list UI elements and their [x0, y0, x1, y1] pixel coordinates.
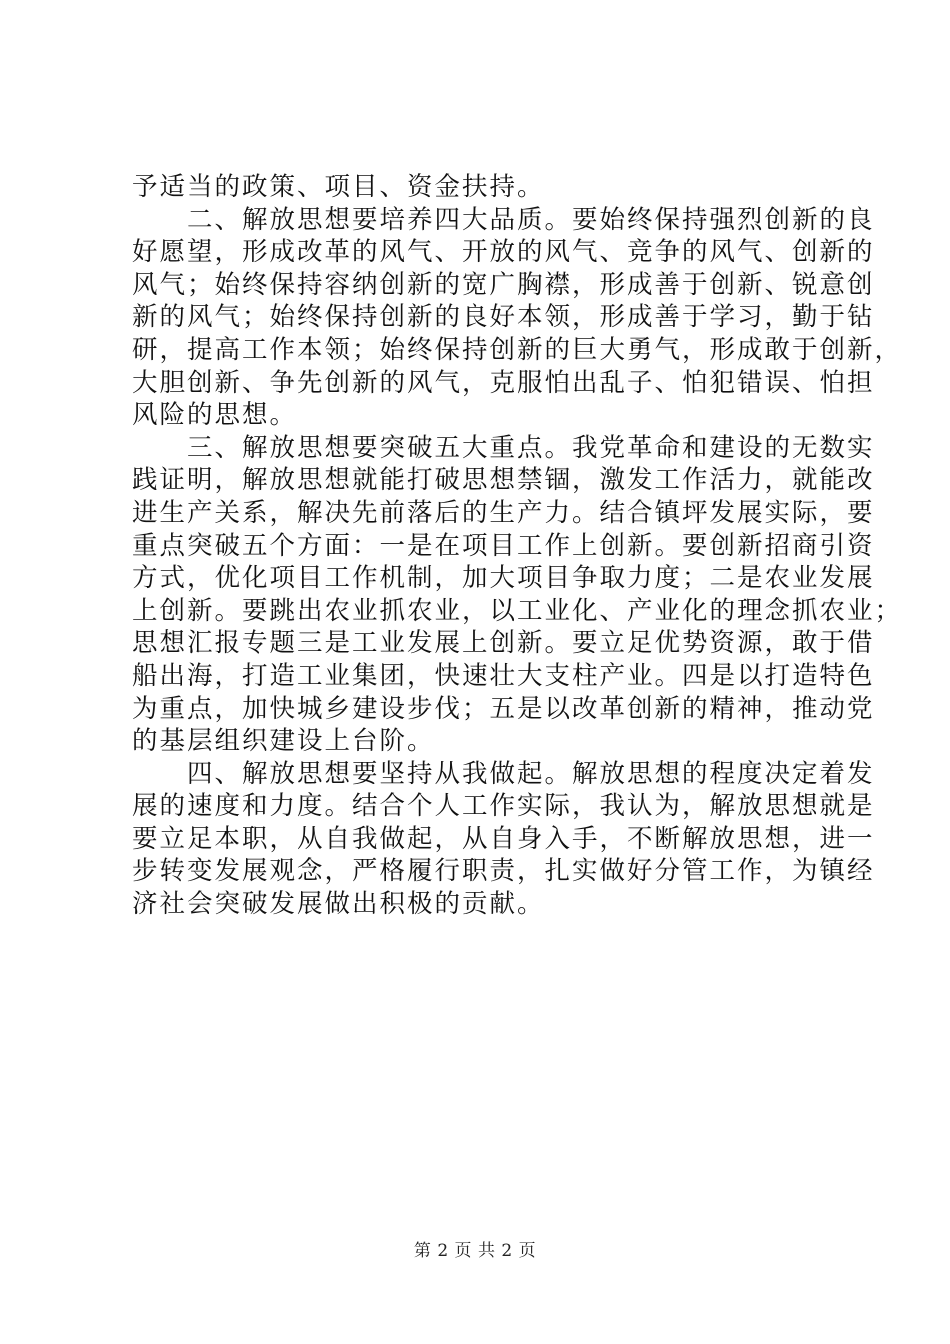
text-line: 展的速度和力度。结合个人工作实际，我认为，解放思想就是 [132, 791, 875, 822]
text-line: 为重点，加快城乡建设步伐；五是以改革创新的精神，推动党 [132, 693, 875, 724]
paragraph-2-start: 二、解放思想要培养四大品质。要始终保持强烈创新的良 [187, 204, 875, 235]
page-number-label: 第 2 页 共 2 页 [413, 1241, 537, 1261]
text-line: 上创新。要跳出农业抓农业，以工业化、产业化的理念抓农业； [132, 595, 903, 626]
text-line: 要立足本职，从自我做起，从自身入手，不断解放思想，进一 [132, 823, 875, 854]
text-line: 风险的思想。 [132, 400, 298, 431]
text-line: 步转变发展观念，严格履行职责，扎实做好分管工作，为镇经 [132, 856, 875, 887]
text-line: 大胆创新、争先创新的风气，克服怕出乱子、怕犯错误、怕担 [132, 367, 875, 398]
text-line: 新的风气；始终保持创新的良好本领，形成善于学习，勤于钻 [132, 302, 875, 333]
text-line: 予适当的政策、项目、资金扶持。 [132, 172, 545, 202]
text-line: 践证明，解放思想就能打破思想禁锢，激发工作活力，就能改 [132, 465, 875, 496]
text-line: 重点突破五个方面：一是在项目工作上创新。要创新招商引资 [132, 530, 875, 561]
document-body [132, 171, 903, 921]
page-footer [0, 1240, 950, 1262]
text-line: 船出海，打造工业集团，快速壮大支柱产业。四是以打造特色 [132, 660, 875, 691]
paragraph-4-start: 四、解放思想要坚持从我做起。解放思想的程度决定着发 [187, 758, 875, 789]
text-line: 思想汇报专题三是工业发展上创新。要立足优势资源，敢于借 [132, 628, 875, 659]
text-line: 好愿望，形成改革的风气、开放的风气、竞争的风气、创新的 [132, 237, 875, 268]
text-line: 的基层组织建设上台阶。 [132, 726, 435, 757]
text-line: 进生产关系，解决先前落后的生产力。结合镇坪发展实际，要 [132, 497, 875, 528]
text-line: 风气；始终保持容纳创新的宽广胸襟，形成善于创新、锐意创 [132, 269, 875, 300]
text-line: 方式，优化项目工作机制，加大项目争取力度；二是农业发展 [132, 563, 875, 594]
paragraph-3-start: 三、解放思想要突破五大重点。我党革命和建设的无数实 [187, 432, 875, 463]
text-line: 济社会突破发展做出积极的贡献。 [132, 889, 545, 920]
text-line: 研，提高工作本领；始终保持创新的巨大勇气，形成敢于创新， [132, 334, 903, 365]
